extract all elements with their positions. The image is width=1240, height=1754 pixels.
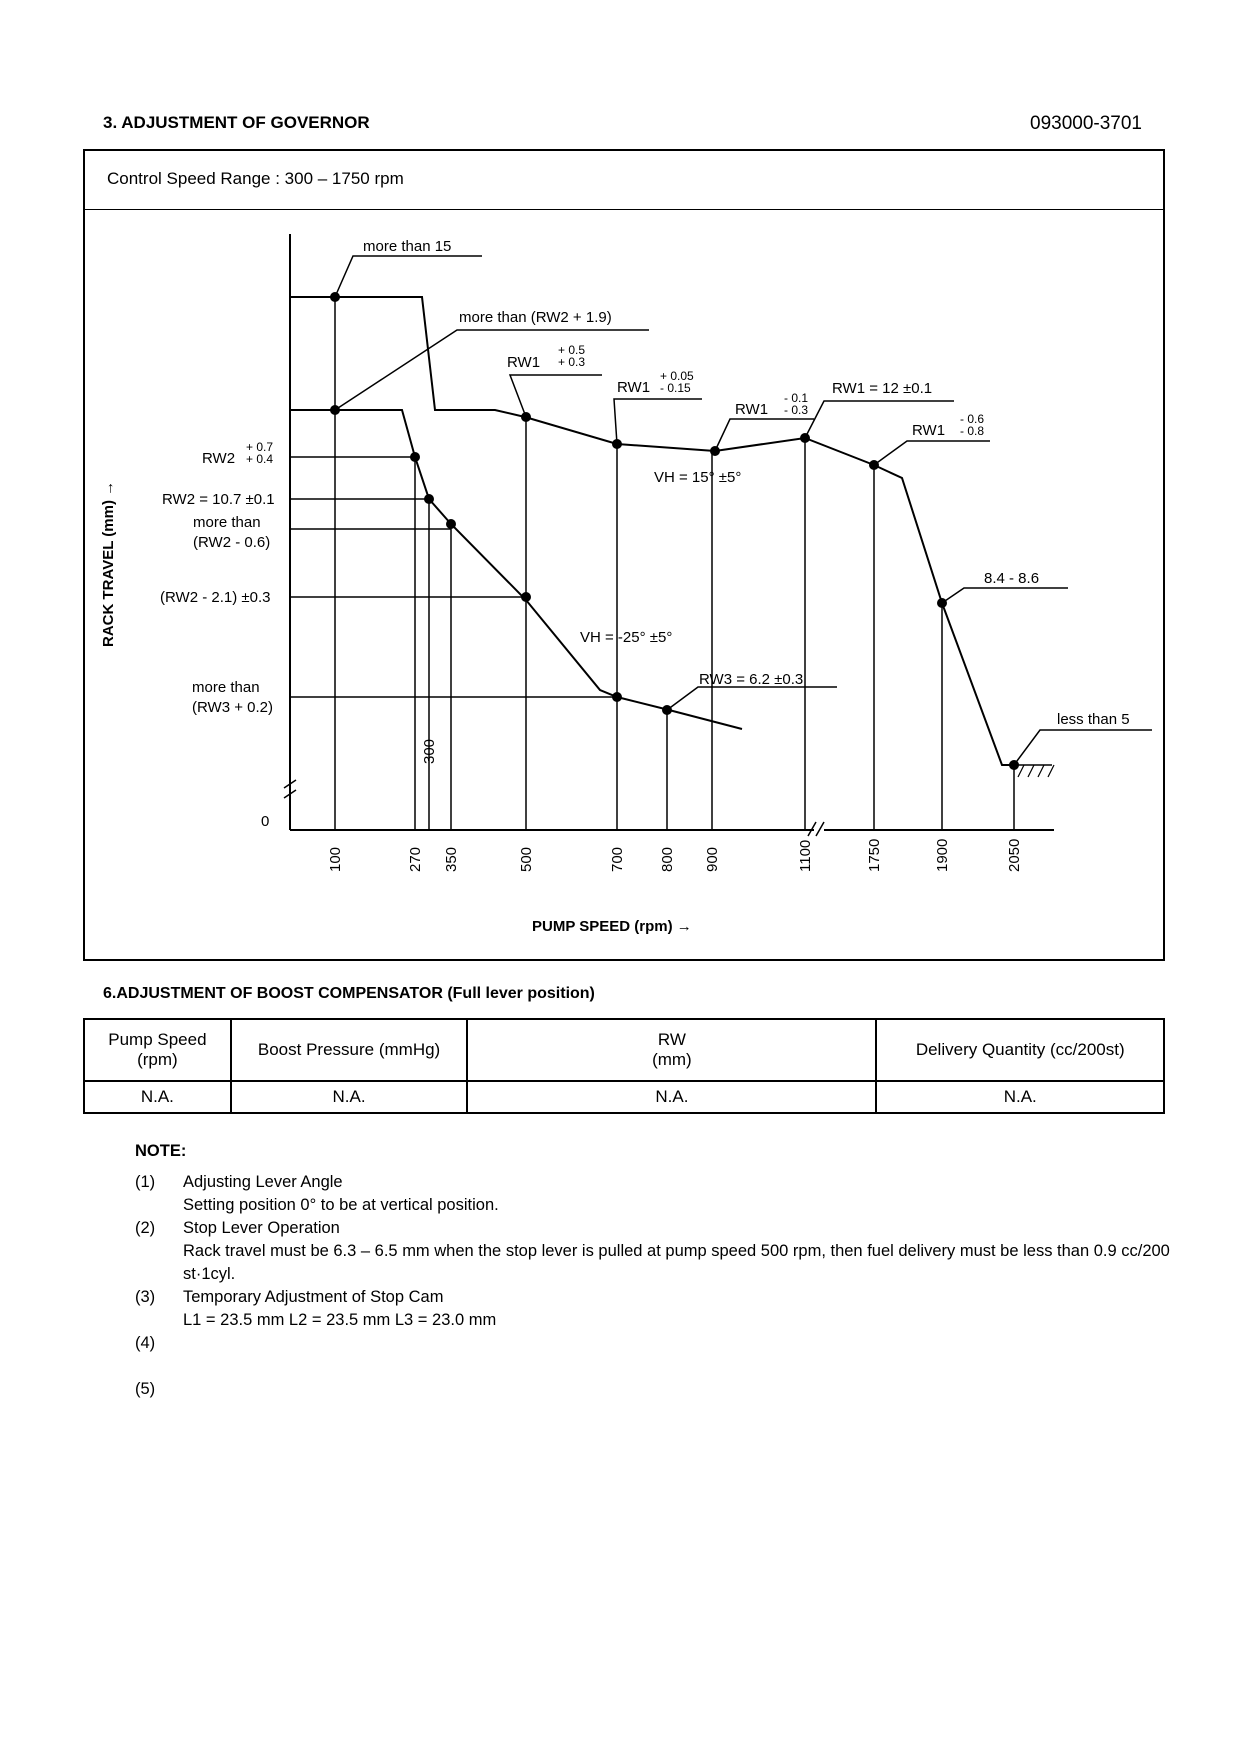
col-delivery-quantity: Delivery Quantity (cc/200st): [876, 1019, 1164, 1081]
ann-rw1-a-lower: + 0.3: [558, 355, 586, 369]
ann-rw1-a-upper: + 0.5: [558, 343, 586, 357]
lower-curve: [290, 410, 742, 729]
note-body: L1 = 23.5 mm L2 = 23.5 mm L3 = 23.0 mm: [183, 1311, 497, 1329]
ann-rw3: RW3 = 6.2 ±0.3: [699, 671, 804, 688]
section-title: 3. ADJUSTMENT OF GOVERNOR: [103, 113, 370, 132]
governor-section: [83, 149, 1165, 961]
ann-range-8-4: 8.4 - 8.6: [984, 570, 1040, 587]
x-tick-label: 800: [659, 846, 676, 872]
ann-rw1-b: RW1: [617, 379, 651, 396]
note-title: Temporary Adjustment of Stop Cam: [183, 1288, 444, 1306]
ann-rw1-c-lower: - 0.3: [784, 403, 809, 417]
note-item: [135, 1332, 1183, 1378]
ann-rw1-a: RW1: [507, 354, 541, 371]
note-number: (2): [135, 1219, 156, 1237]
upper-curve: [290, 297, 1014, 765]
ann-rw1-d-lower: - 0.8: [960, 424, 985, 438]
ann-more-than-rw2-19: more than (RW2 + 1.9): [459, 309, 612, 326]
ann-rw1-c: RW1: [735, 401, 769, 418]
ann-rw1-d-upper: - 0.6: [960, 412, 985, 426]
cell-pump-speed: N.A.: [84, 1081, 231, 1113]
x-tick-label: 350: [443, 846, 460, 872]
rw-reference-lines: [290, 457, 617, 697]
x-tick-label: 700: [609, 846, 626, 872]
ann-rw3-02: (RW3 + 0.2): [192, 699, 273, 716]
ann-more-than-15: more than 15: [363, 238, 452, 255]
x-tick-labels: [327, 839, 1023, 872]
notes-section: [135, 1142, 1183, 1401]
col-pump-speed: Pump Speed (rpm): [84, 1019, 231, 1081]
control-range-bar: [85, 151, 1163, 210]
y-zero-label: 0: [261, 813, 270, 830]
note-body: [183, 1378, 1183, 1401]
boost-section-title: 6.ADJUSTMENT OF BOOST COMPENSATOR (Full lever position): [103, 985, 595, 1002]
col-boost-pressure: Boost Pressure (mmHg): [231, 1019, 468, 1081]
x-tick-label: 1900: [934, 838, 951, 872]
cell-delivery-quantity: N.A.: [876, 1081, 1164, 1113]
note-number: (4): [135, 1334, 156, 1352]
x-tick-label: 500: [518, 846, 535, 872]
note-item: [135, 1217, 1183, 1286]
note-body: Rack travel must be 6.3 – 6.5 mm when the stop lever is pulled at pump speed 500 rpm, then fuel delivery must be less than 0.9 cc/200 st·1cyl.: [183, 1242, 1170, 1283]
ann-rw1-eq: RW1 = 12 ±0.1: [832, 380, 933, 397]
note-body: Setting position 0° to be at vertical position.: [183, 1196, 499, 1214]
ann-less-than-5: less than 5: [1057, 711, 1130, 728]
table-row: [84, 1081, 1164, 1113]
note-item: [135, 1171, 1183, 1217]
x-tick-label: 900: [704, 846, 721, 872]
ann-rw2: RW2: [202, 450, 236, 467]
x-tick-label: 270: [407, 846, 424, 872]
ann-vh-25: VH = -25° ±5°: [580, 629, 673, 646]
pump-code: 093000-3701: [1030, 113, 1142, 134]
ann-rw2-upper: + 0.7: [246, 440, 274, 454]
cell-boost-pressure: N.A.: [231, 1081, 468, 1113]
annotation-leaders: [335, 256, 1152, 777]
boost-table: [83, 1018, 1165, 1114]
col-rw: RW (mm): [467, 1019, 876, 1081]
x-tick-label: 2050: [1006, 838, 1023, 872]
ann-vh-15: VH = 15° ±5°: [654, 469, 742, 486]
ann-more-than-2: more than: [192, 679, 260, 696]
note-number: (3): [135, 1288, 156, 1306]
ann-rw2-21: (RW2 - 2.1) ±0.3: [160, 589, 271, 606]
ann-rw1-c-upper: - 0.1: [784, 391, 809, 405]
x-tick-label: 1100: [797, 839, 814, 872]
ann-rw2-eq: RW2 = 10.7 ±0.1: [162, 491, 275, 508]
cell-rw: N.A.: [467, 1081, 876, 1113]
ann-rw1-d: RW1: [912, 422, 946, 439]
governor-diagram: [85, 211, 1165, 961]
ann-rw2-lower: + 0.4: [246, 452, 274, 466]
ann-more-than-1: more than: [193, 514, 261, 531]
tick-300: 300: [421, 738, 438, 764]
measurement-points: [330, 292, 1019, 770]
y-axis-label: RACK TRAVEL (mm) →: [100, 480, 117, 647]
notes-title: NOTE:: [135, 1142, 187, 1160]
ann-rw2-06: (RW2 - 0.6): [193, 534, 271, 551]
x-axis-label: PUMP SPEED (rpm) →: [532, 918, 692, 935]
note-title: Adjusting Lever Angle: [183, 1173, 343, 1191]
ann-rw1-b-lower: - 0.15: [660, 381, 691, 395]
boost-header-row: [84, 1019, 1164, 1081]
x-tick-label: 1750: [866, 838, 883, 872]
ann-rw1-b-upper: + 0.05: [660, 369, 694, 383]
note-number: (5): [135, 1380, 156, 1398]
note-body: [183, 1332, 1183, 1378]
note-number: (1): [135, 1173, 156, 1191]
note-title: Stop Lever Operation: [183, 1219, 340, 1237]
x-tick-label: 100: [327, 846, 344, 872]
note-item: [135, 1378, 1183, 1401]
control-speed-range: Control Speed Range : 300 – 1750 rpm: [107, 169, 404, 188]
note-item: [135, 1286, 1183, 1332]
